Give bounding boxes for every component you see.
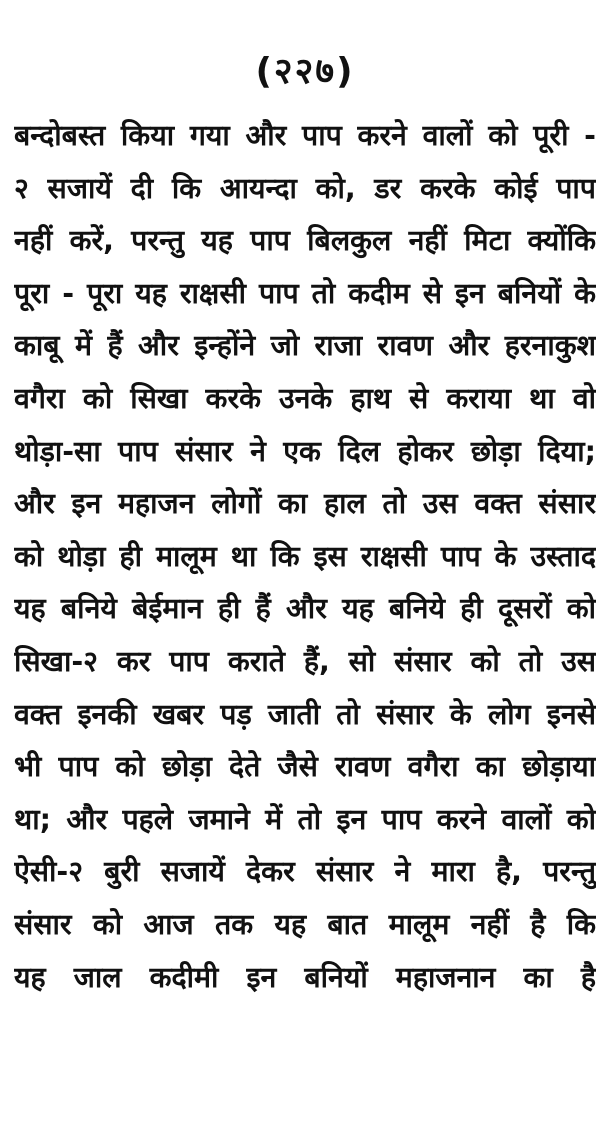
text-line: ऐसी-२ बुरी सजायें देकर संसार ने मारा है, परन्तु bbox=[14, 855, 596, 889]
text-line: थोड़ा-सा पाप संसार ने एक दिल होकर छोड़ा दिया; bbox=[14, 434, 596, 468]
text-line: भी पाप को छोड़ा देते जैसे रावण वगैरा का छोड़ाया bbox=[14, 750, 596, 784]
text-line: वक्त इनकी खबर पड़ जाती तो संसार के लोग इनसे bbox=[14, 697, 596, 731]
text-line: और इन महाजन लोगों का हाल तो उस वक्त संसार bbox=[14, 487, 596, 521]
text-line: वगैरा को सिखा करके उनके हाथ से कराया था वो bbox=[14, 381, 596, 415]
body-text bbox=[14, 110, 596, 1004]
text-line: संसार को आज तक यह बात मालूम नहीं है कि bbox=[14, 907, 596, 941]
text-line: था; और पहले जमाने में तो इन पाप करने वालों को bbox=[14, 802, 596, 836]
text-line: नहीं करें, परन्तु यह पाप बिलकुल नहीं मिटा क्योंकि bbox=[14, 224, 596, 258]
text-line: पूरा - पूरा यह राक्षसी पाप तो कदीम से इन बनियों के bbox=[14, 276, 596, 310]
text-line: यह जाल कदीमी इन बनियों महाजनान का है bbox=[14, 960, 596, 994]
text-line: २ सजायें दी कि आयन्दा को, डर करके कोई पाप bbox=[14, 171, 596, 205]
text-line: यह बनिये बेईमान ही हैं और यह बनिये ही दूसरों को bbox=[14, 592, 596, 626]
page-number: (२२७) bbox=[255, 51, 355, 92]
text-line: को थोड़ा ही मालूम था कि इस राक्षसी पाप के उस्ताद bbox=[14, 539, 596, 573]
text-line: सिखा-२ कर पाप कराते हैं, सो संसार को तो उस bbox=[14, 644, 596, 678]
text-line: बन्दोबस्त किया गया और पाप करने वालों को पूरी - bbox=[14, 119, 596, 152]
text-line: काबू में हैं और इन्होंने जो राजा रावण और हरनाकुश bbox=[14, 329, 596, 363]
